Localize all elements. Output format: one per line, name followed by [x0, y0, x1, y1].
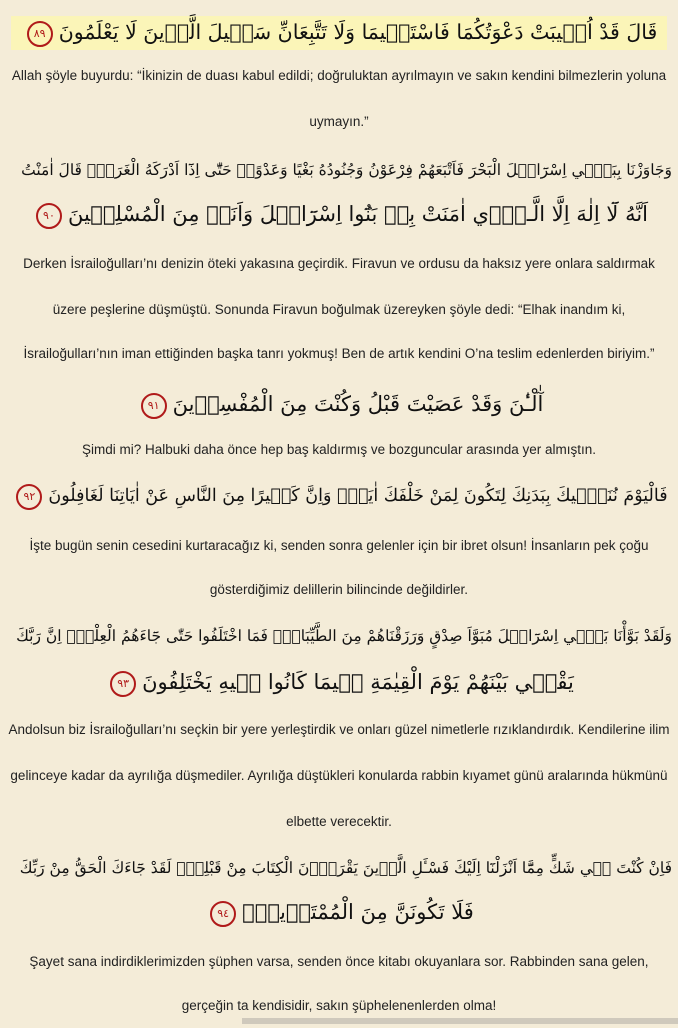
verse-90-translation-line-2: üzere peşlerine düşmüştü. Sonunda Firavun boğulmak üzereyken şöyle dedi: “Elhak inandım ki, — [52, 302, 626, 317]
verse-92-translation-line-1: İşte bugün senin cesedini kurtaracağız ki, senden sonra gelenler için bir ibret olsun! İnsanların pek çoğu — [29, 538, 649, 553]
verse-90-translation-line-1: Derken İsrailoğulları’nı denizin öteki yakasına geçirdik. Firavun ve ordusu da haksız yere onlara saldırmak — [23, 256, 655, 271]
verse-93-translation-line-1: Andolsun biz İsrailoğulları’nı seçkin bir yere yerleştirdik ve onları güzel nimetlerle rızıklandırdık. Kendilerine ilim — [8, 722, 670, 737]
verse-90-translation-line-3: İsrailoğulları’nın iman ettiğinden başka tanrı yokmuş! Ben de artık kendini O’na teslim edenlerden biriyim.” — [23, 346, 655, 361]
verse-91-arabic — [6, 382, 672, 426]
verse-91-arabic-line-1: آٰلْـٰٔنَ وَقَدْ عَصَيْتَ قَبْلُ وَكُنْتَ مِنَ الْمُفْسِد۪ينَ — [172, 392, 544, 416]
verse-89-translation-line-2: uymayın.” — [309, 114, 369, 129]
verse-89-arabic-line-1: قَالَ قَدْ اُج۪يبَتْ دَعْوَتُكُمَا فَاسْتَق۪يمَا وَلَا تَتَّبِعَانِّ سَب۪يلَ الَّذ۪ينَ لَا يَعْلَمُونَ — [58, 20, 658, 44]
verse-number-92-icon: ٩٢ — [16, 484, 42, 510]
verse-93-translation-line-2: gelinceye kadar da ayrılığa düşmediler. Ayrılığa düştükleri konularda rabbin kıyamet günü aralarında hükmünü — [10, 768, 668, 783]
verse-89-arabic — [6, 10, 672, 54]
verse-94-translation-line-2: gerçeğin ta kendisidir, sakın şüphelenenlerden olma! — [181, 998, 497, 1013]
horizontal-scrollbar[interactable] — [242, 1018, 678, 1024]
verse-number-91-icon: ٩١ — [141, 393, 167, 419]
verse-90-arabic-line-1: وَجَاوَزْنَا بِبَن۪ٓي اِسْرَٓائ۪لَ الْبَحْرَ فَاَتْبَعَهُمْ فِرْعَوْنُ وَجُنُودُهُ بَغْيًا وَعَدْوًاۜ حَتّٰٓى اِذَٓا اَدْرَكَهُ الْغَرَقُۙ قَالَ اٰمَنْتُ — [21, 161, 672, 179]
verse-94-arabic-line-2: فَلَا تَكُونَنَّ مِنَ الْمُمْتَر۪ينَۙ — [242, 900, 474, 924]
verse-89-highlight — [11, 16, 668, 50]
verse-93-translation-line-3: elbette verecektir. — [286, 814, 392, 829]
verse-number-90-icon: ٩٠ — [36, 203, 62, 229]
verse-91-translation-line-1: Şimdi mi? Halbuki daha önce hep baş kaldırmış ve bozguncular arasında yer almıştın. — [81, 442, 596, 457]
verse-92-arabic — [6, 474, 672, 518]
verse-number-94-icon: ٩٤ — [210, 901, 236, 927]
verse-90-arabic-line-2: اَنَّهُ لَٓا اِلٰهَ اِلَّا الَّـذ۪ٓي اٰمَنَتْ بِه۪ بَنُٓوا اِسْرَٓائ۪لَ وَاَنَا۬ مِنَ الْمُسْلِم۪ينَ — [67, 202, 649, 226]
verse-92-translation-line-2: gösterdiğimiz delillerin bilincinde değildirler. — [209, 582, 469, 597]
verse-90-arabic-line-2-wrap — [6, 192, 672, 236]
verse-93-arabic-line-1: وَلَقَدْ بَوَّأْنَا بَن۪ٓي اِسْرَٓائ۪لَ مُبَوَّاَ صِدْقٍ وَرَزَقْنَاهُمْ مِنَ الطَّيِّبَاتِۚ فَمَا اخْتَلَفُوا حَتّٰى جَٓاءَهُمُ الْعِلْمُۜ اِنَّ رَبَّكَ — [16, 627, 672, 645]
verse-93-arabic-line-2-wrap — [6, 660, 672, 704]
verse-number-93-icon: ٩٣ — [110, 671, 136, 697]
verse-number-89-icon: ٨٩ — [27, 21, 53, 47]
verse-94-translation-line-1: Şayet sana indirdiklerimizden şüphen varsa, senden önce kitabı okuyanlara sor. Rabbinden sana gelen, — [29, 954, 649, 969]
verse-94-arabic-line-2-wrap — [6, 890, 672, 934]
verse-94-arabic-line-1: فَاِنْ كُنْتَ ف۪ي شَكٍّ مِمَّٓا اَنْزَلْنَٓا اِلَيْكَ فَسْـَٔلِ الَّذ۪ينَ يَقْرَؤُ۫نَ الْكِتَابَ مِنْ قَبْلِكَۚ لَقَدْ جَٓاءَكَ الْحَقُّ مِنْ رَبِّكَ — [19, 859, 672, 877]
verse-92-arabic-line-1: فَالْيَوْمَ نُنَجّ۪يكَ بِبَدَنِكَ لِتَكُونَ لِمَنْ خَلْفَكَ اٰيَةًۜ وَاِنَّ كَث۪يرًا مِنَ النَّاسِ عَنْ اٰيَاتِنَا لَغَافِلُونَ — [48, 486, 668, 506]
verse-89-translation-line-1: Allah şöyle buyurdu: “İkinizin de duası kabul edildi; doğruluktan ayrılmayın ve sakın kendini bilmezlerin yoluna — [11, 68, 667, 83]
verse-93-arabic-line-2: يَقْض۪ي بَيْنَهُمْ يَوْمَ الْقِيٰمَةِ ف۪يمَا كَانُوا ف۪يهِ يَخْتَلِفُونَ — [142, 670, 574, 694]
